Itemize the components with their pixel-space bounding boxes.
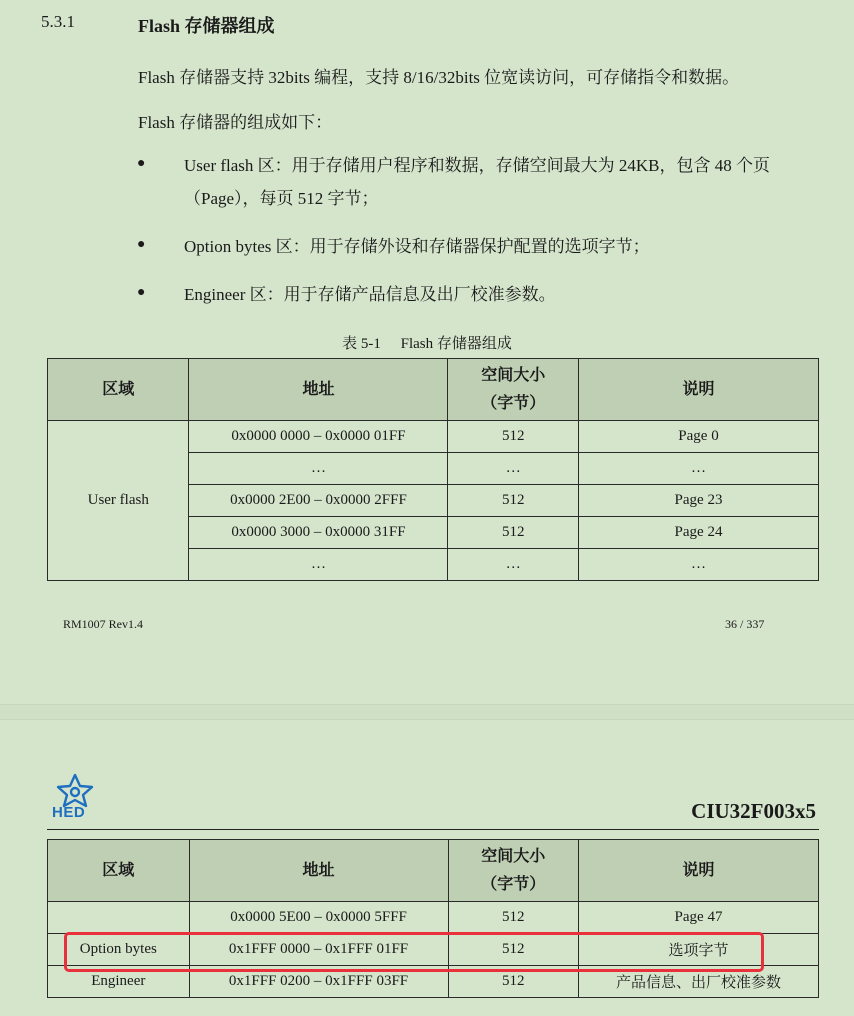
header-size-line2: （字节） — [481, 394, 546, 412]
header-size — [448, 359, 579, 421]
header-size-line1: 空间大小 — [481, 366, 546, 384]
cell-size: … — [448, 549, 579, 581]
bullet-text-option-bytes: Option bytes 区：用于存储外设和存储器保护配置的选项字节； — [184, 237, 650, 256]
flash-table-part-1 — [47, 358, 819, 581]
cell-address: 0x0000 2E00 – 0x0000 2FFF — [189, 485, 448, 517]
cell-address: 0x1FFF 0200 – 0x1FFF 03FF — [189, 966, 448, 998]
table-caption — [0, 332, 854, 353]
table-header-row — [48, 840, 819, 902]
cell-description: Page 0 — [578, 421, 818, 453]
cell-size: 512 — [448, 517, 579, 549]
cell-size: 512 — [448, 934, 579, 966]
table-row — [48, 421, 819, 453]
cell-description: 产品信息、出厂校准参数 — [579, 966, 819, 998]
cell-description: Page 47 — [579, 902, 819, 934]
header-size-line2: （字节） — [481, 875, 546, 893]
cell-address: 0x0000 5E00 – 0x0000 5FFF — [189, 902, 448, 934]
cell-description: … — [578, 549, 818, 581]
bullet-icon: ● — [137, 285, 146, 300]
document-title: CIU32F003x5 — [691, 799, 816, 823]
table-row — [48, 902, 819, 934]
cell-region — [48, 902, 190, 934]
paragraph-2: Flash 存储器的组成如下： — [138, 113, 333, 132]
cell-description: Page 23 — [578, 485, 818, 517]
table-caption-label: 表 5-1 — [342, 336, 381, 352]
cell-size: … — [448, 453, 579, 485]
cell-description: Page 24 — [578, 517, 818, 549]
footer-page-number: 36 / 337 — [725, 617, 765, 631]
cell-address: 0x1FFF 0000 – 0x1FFF 01FF — [189, 934, 448, 966]
header-size-line1: 空间大小 — [481, 847, 546, 865]
cell-size: 512 — [448, 485, 579, 517]
bullet-text-engineer: Engineer 区：用于存储产品信息及出厂校准参数。 — [184, 285, 556, 304]
bullet-icon: ● — [137, 237, 146, 252]
header-description: 说明 — [579, 840, 819, 902]
header-description: 说明 — [578, 359, 818, 421]
cell-region: Option bytes — [48, 934, 190, 966]
header-address: 地址 — [189, 359, 448, 421]
cell-size: 512 — [448, 421, 579, 453]
cell-address: 0x0000 0000 – 0x0000 01FF — [189, 421, 448, 453]
header-region: 区域 — [48, 840, 190, 902]
footer-doc-id: RM1007 Rev1.4 — [63, 617, 144, 631]
cell-address: 0x0000 3000 – 0x0000 31FF — [189, 517, 448, 549]
paragraph-1: Flash 存储器支持 32bits 编程，支持 8/16/32bits 位宽读访问，可存储指令和数据。 — [138, 68, 740, 87]
logo-text: HED — [52, 804, 86, 821]
region-user-flash: User flash — [48, 421, 189, 581]
bullet-icon: ● — [137, 156, 146, 171]
highlight-box-option-bytes — [64, 932, 764, 972]
table-caption-title: Flash 存储器组成 — [400, 336, 512, 352]
cell-region: Engineer — [48, 966, 190, 998]
page-separator — [0, 704, 854, 720]
header-divider — [47, 829, 819, 830]
header-address: 地址 — [189, 840, 448, 902]
flash-table-part-2 — [47, 839, 819, 998]
header-size — [448, 840, 579, 902]
bullet-text-user-flash: User flash 区：用于存储用户程序和数据，存储空间最大为 24KB，包含 48 个页（Page），每页 512 字节； — [184, 156, 771, 208]
cell-size: 512 — [448, 902, 579, 934]
cell-address: … — [189, 453, 448, 485]
table-header-row — [48, 359, 819, 421]
cell-address: … — [189, 549, 448, 581]
cell-description: 选项字节 — [579, 934, 819, 966]
header-region: 区域 — [48, 359, 189, 421]
section-title: Flash 存储器组成 — [138, 16, 275, 36]
cell-description: … — [578, 453, 818, 485]
section-number: 5.3.1 — [41, 12, 75, 31]
cell-size: 512 — [448, 966, 579, 998]
